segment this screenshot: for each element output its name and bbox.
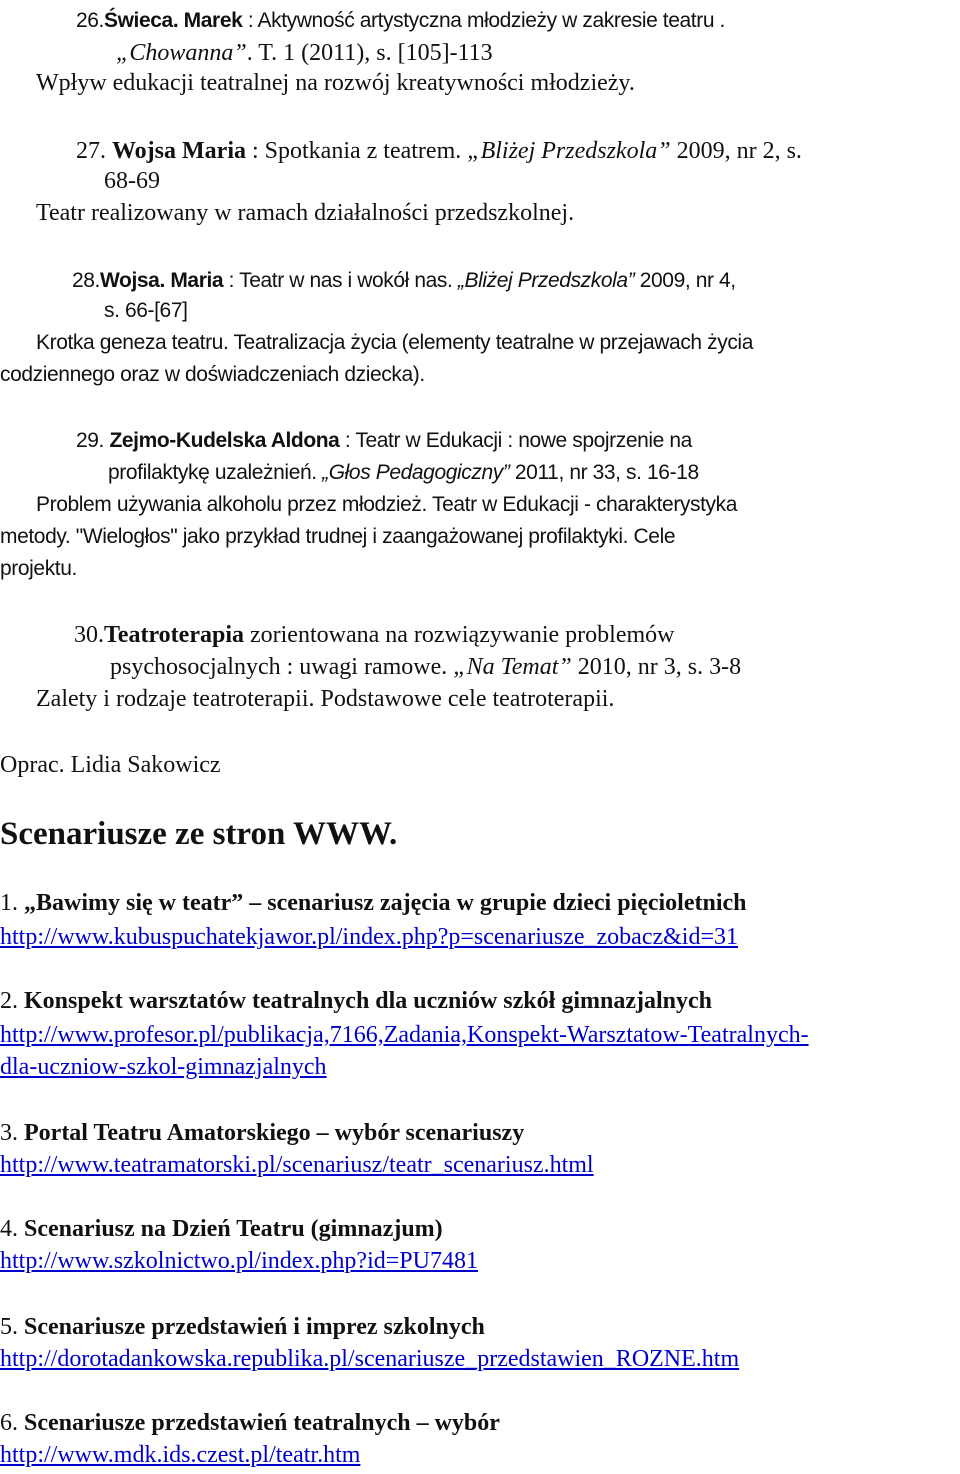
scenario-2-title: [0, 986, 712, 1016]
scenario-link-continued[interactable]: dla-uczniow-szkol-gimnazjalnych: [0, 1054, 327, 1080]
bib-entry-28-summary-2: codziennego oraz w doświadczeniach dziecka).: [0, 363, 425, 386]
scenario-1-link-row: [0, 922, 738, 952]
bib-entry-title: : Teatr w Edukacji : nowe spojrzenie na: [339, 429, 692, 452]
bib-entry-26-line1: [76, 6, 725, 36]
bib-entry-author: Świeca. Marek: [104, 9, 243, 32]
scenario-6-link-row: [0, 1440, 360, 1470]
section-heading: Scenariusze ze stron WWW.: [0, 816, 398, 852]
bib-entry-journal: „Głos Pedagogiczny”: [322, 461, 510, 484]
bib-entry-journal: „Bliżej Przedszkola”: [457, 269, 635, 292]
scenario-number: 3.: [0, 1120, 18, 1146]
bib-entry-number: 30.: [74, 622, 104, 648]
scenario-2-link-row: [0, 1020, 809, 1050]
bib-entry-27-summary: Teatr realizowany w ramach działalności przedszkolnej.: [36, 200, 575, 226]
scenario-number: 2.: [0, 988, 18, 1014]
bib-entry-details: 2009, nr 4,: [634, 269, 736, 292]
bib-entry-journal: „Bliżej Przedszkola”: [467, 138, 671, 164]
scenario-title: Scenariusz na Dzień Teatru (gimnazjum): [24, 1216, 443, 1242]
bib-entry-27-line2: 68-69: [104, 168, 160, 194]
bib-entry-number: 28.: [72, 269, 100, 292]
scenario-3-link-row: [0, 1150, 594, 1180]
bib-entry-29-summary-2: metody. "Wielogłos" jako przykład trudnej i zaangażowanej profilaktyki. Cele: [0, 525, 676, 548]
scenario-5-title: [0, 1312, 485, 1342]
scenario-link[interactable]: http://www.teatramatorski.pl/scenariusz/teatr_scenariusz.html: [0, 1152, 594, 1178]
bib-entry-author: Teatroterapia: [104, 622, 244, 648]
bib-entry-title: : Aktywność artystyczna młodzieży w zakresie teatru .: [242, 9, 725, 32]
scenario-number: 5.: [0, 1314, 18, 1340]
bib-entry-29-summary-1: Problem używania alkoholu przez młodzież. Teatr w Edukacji - charakterystyka: [36, 493, 738, 516]
bib-entry-author: Zejmo-Kudelska Aldona: [109, 429, 340, 452]
bib-entry-details: 2009, nr 2, s.: [670, 138, 802, 164]
bib-entry-title-cont: profilaktykę uzależnień.: [108, 461, 323, 484]
bib-entry-number: 27.: [76, 138, 106, 164]
bib-entry-30-summary: Zalety i rodzaje teatroterapii. Podstawowe cele teatroterapii.: [36, 686, 615, 712]
bib-entry-number: 29.: [76, 429, 104, 452]
bib-entry-26-line2: [116, 38, 493, 68]
bib-entry-number: 26.: [76, 9, 104, 32]
bib-entry-title: : Teatr w nas i wokół nas.: [223, 269, 458, 292]
scenario-link[interactable]: http://www.profesor.pl/publikacja,7166,Zadania,Konspekt-Warsztatow-Teatralnych-: [0, 1022, 809, 1048]
scenario-link[interactable]: http://dorotadankowska.republika.pl/scenariusze_przedstawien_ROZNE.htm: [0, 1346, 740, 1372]
bib-entry-30-line2: [110, 652, 741, 682]
bib-entry-29-summary-3: projektu.: [0, 557, 77, 580]
scenario-3-title: [0, 1118, 524, 1148]
bib-entry-author: Wojsa. Maria: [100, 269, 224, 292]
scenario-link[interactable]: http://www.szkolnictwo.pl/index.php?id=PU7481: [0, 1248, 478, 1274]
scenario-title: Scenariusze przedstawień i imprez szkolnych: [24, 1314, 485, 1340]
bib-entry-title-cont: psychosocjalnych : uwagi ramowe.: [110, 654, 454, 680]
scenario-title: „Bawimy się w teatr” – scenariusz zajęcia w grupie dzieci pięcioletnich: [24, 890, 747, 916]
bib-entry-29-line1: [76, 426, 692, 456]
bib-entry-details: . T. 1 (2011), s. [105]-113: [246, 40, 493, 66]
bib-entry-details: 2010, nr 3, s. 3-8: [571, 654, 742, 680]
scenario-4-title: [0, 1214, 443, 1244]
signature: Oprac. Lidia Sakowicz: [0, 752, 221, 778]
bib-entry-journal: „Na Temat”: [453, 654, 572, 680]
scenario-title: Konspekt warsztatów teatralnych dla uczniów szkół gimnazjalnych: [24, 988, 712, 1014]
bib-entry-28-summary-1: Krotka geneza teatru. Teatralizacja życia (elementy teatralne w przejawach życia: [36, 331, 753, 354]
scenario-5-link-row: [0, 1344, 739, 1374]
scenario-1-title: [0, 888, 747, 918]
scenario-4-link-row: [0, 1246, 478, 1276]
bib-entry-title: zorientowana na rozwiązywanie problemów: [243, 622, 675, 648]
scenario-title: Portal Teatru Amatorskiego – wybór scenariuszy: [24, 1120, 525, 1146]
bib-entry-28-line1: [72, 266, 736, 296]
bib-entry-author: Wojsa Maria: [112, 138, 246, 164]
bib-entry-26-summary: Wpływ edukacji teatralnej na rozwój kreatywności młodzieży.: [36, 70, 635, 96]
scenario-title: Scenariusze przedstawień teatralnych – wybór: [24, 1410, 500, 1436]
bib-entry-28-line2: s. 66-[67]: [104, 299, 188, 322]
bib-entry-27-line1: [76, 136, 802, 166]
bib-entry-30-line1: [74, 620, 674, 650]
scenario-link[interactable]: http://www.kubuspuchatekjawor.pl/index.php?p=scenariusze_zobacz&id=31: [0, 924, 738, 950]
scenario-6-title: [0, 1408, 500, 1438]
scenario-link[interactable]: http://www.mdk.ids.czest.pl/teatr.htm: [0, 1442, 361, 1468]
scenario-number: 1.: [0, 890, 18, 916]
scenario-number: 6.: [0, 1410, 18, 1436]
bib-entry-journal: „Chowanna”: [116, 40, 247, 66]
scenario-2-link-row-2: [0, 1052, 327, 1082]
bib-entry-29-line2: [108, 458, 699, 488]
scenario-number: 4.: [0, 1216, 18, 1242]
bib-entry-title: : Spotkania z teatrem.: [245, 138, 468, 164]
bib-entry-details: 2011, nr 33, s. 16-18: [509, 461, 699, 484]
